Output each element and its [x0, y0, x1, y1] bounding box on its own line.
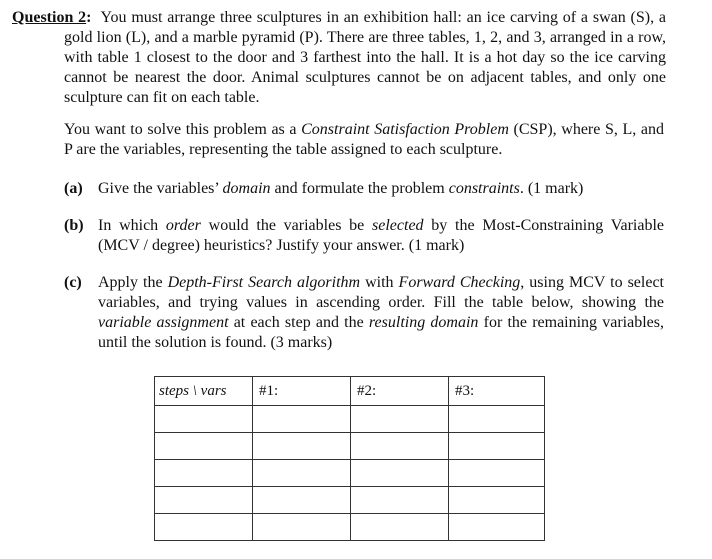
table-cell[interactable] [155, 460, 253, 487]
table-row [155, 487, 545, 514]
table-row [155, 460, 545, 487]
question-title: Question 2 [12, 9, 87, 26]
table-cell[interactable] [449, 514, 545, 541]
part-c [64, 273, 664, 353]
table-cell[interactable] [253, 433, 351, 460]
table-row [155, 406, 545, 433]
question-text: You must arrange three sculptures in an exhibition hall: an ice carving of a swan (S), a gold lion (L), and a marble pyramid (P). There are three tables, 1, 2, and 3, arranged in a row, with table 1 closest to the door and 3 farthest into the hall. It is a hot day so the ice carving cannot be nearest the door. Animal sculptures cannot be on adjacent tables, and only one sculpture can fit on each table. [64, 9, 667, 106]
steps-table [154, 376, 545, 541]
part-b-label: (b) [64, 217, 84, 234]
header-cell-steps: steps \ vars [155, 377, 253, 406]
header-cell-var1: #1: [253, 377, 351, 406]
table-cell[interactable] [449, 460, 545, 487]
header-cell-var3: #3: [449, 377, 545, 406]
table-cell[interactable] [449, 406, 545, 433]
part-a-text: Give the variables’ domain and formulate the problem constraints. (1 mark) [98, 180, 584, 197]
part-b-text: In which order would the variables be selected by the Most-Constraining Variable (MCV / degree) heuristics? Justify your answer. (1 mark) [98, 217, 664, 254]
table-row [155, 514, 545, 541]
part-b [64, 216, 664, 256]
table-cell[interactable] [449, 433, 545, 460]
csp-paragraph: You want to solve this problem as a Constraint Satisfaction Problem (CSP), where S, L, and P are the variables, representing the table assigned to each sculpture. [64, 121, 665, 158]
table-cell[interactable] [253, 406, 351, 433]
part-c-text: Apply the Depth-First Search algorithm with Forward Checking, using MCV to select variables, and trying values in ascending order. Fill the table below, showing the variable assignment at each step and the resulting domain for the remaining variables, until the solution is found. (3 marks) [98, 274, 665, 351]
table-cell[interactable] [155, 514, 253, 541]
table-cell[interactable] [253, 460, 351, 487]
table-cell[interactable] [351, 433, 449, 460]
table-row [155, 433, 545, 460]
table-cell[interactable] [253, 487, 351, 514]
part-a-label: (a) [64, 180, 83, 197]
table-cell[interactable] [351, 487, 449, 514]
table-cell[interactable] [351, 406, 449, 433]
part-a [64, 179, 664, 199]
table-cell[interactable] [155, 433, 253, 460]
table-cell[interactable] [155, 406, 253, 433]
table-cell[interactable] [351, 514, 449, 541]
question-intro: Question 2: You must arrange three sculptures in an exhibition hall: an ice carving of a swan (S), a gold lion (L), and a marble pyramid (P). There are three tables, 1, 2, and 3, arranged in a row, with table 1 closest to the door and 3 farthest into the hall. It is a hot day so the ice carving cannot be nearest the door. Animal sculptures cannot be on adjacent tables, and only one sculpture can fit on each table. [12, 9, 667, 106]
table-cell[interactable] [351, 460, 449, 487]
table-header-row [155, 377, 545, 406]
table-cell[interactable] [155, 487, 253, 514]
table-cell[interactable] [449, 487, 545, 514]
part-c-label: (c) [64, 274, 82, 291]
table-cell[interactable] [253, 514, 351, 541]
header-cell-var2: #2: [351, 377, 449, 406]
